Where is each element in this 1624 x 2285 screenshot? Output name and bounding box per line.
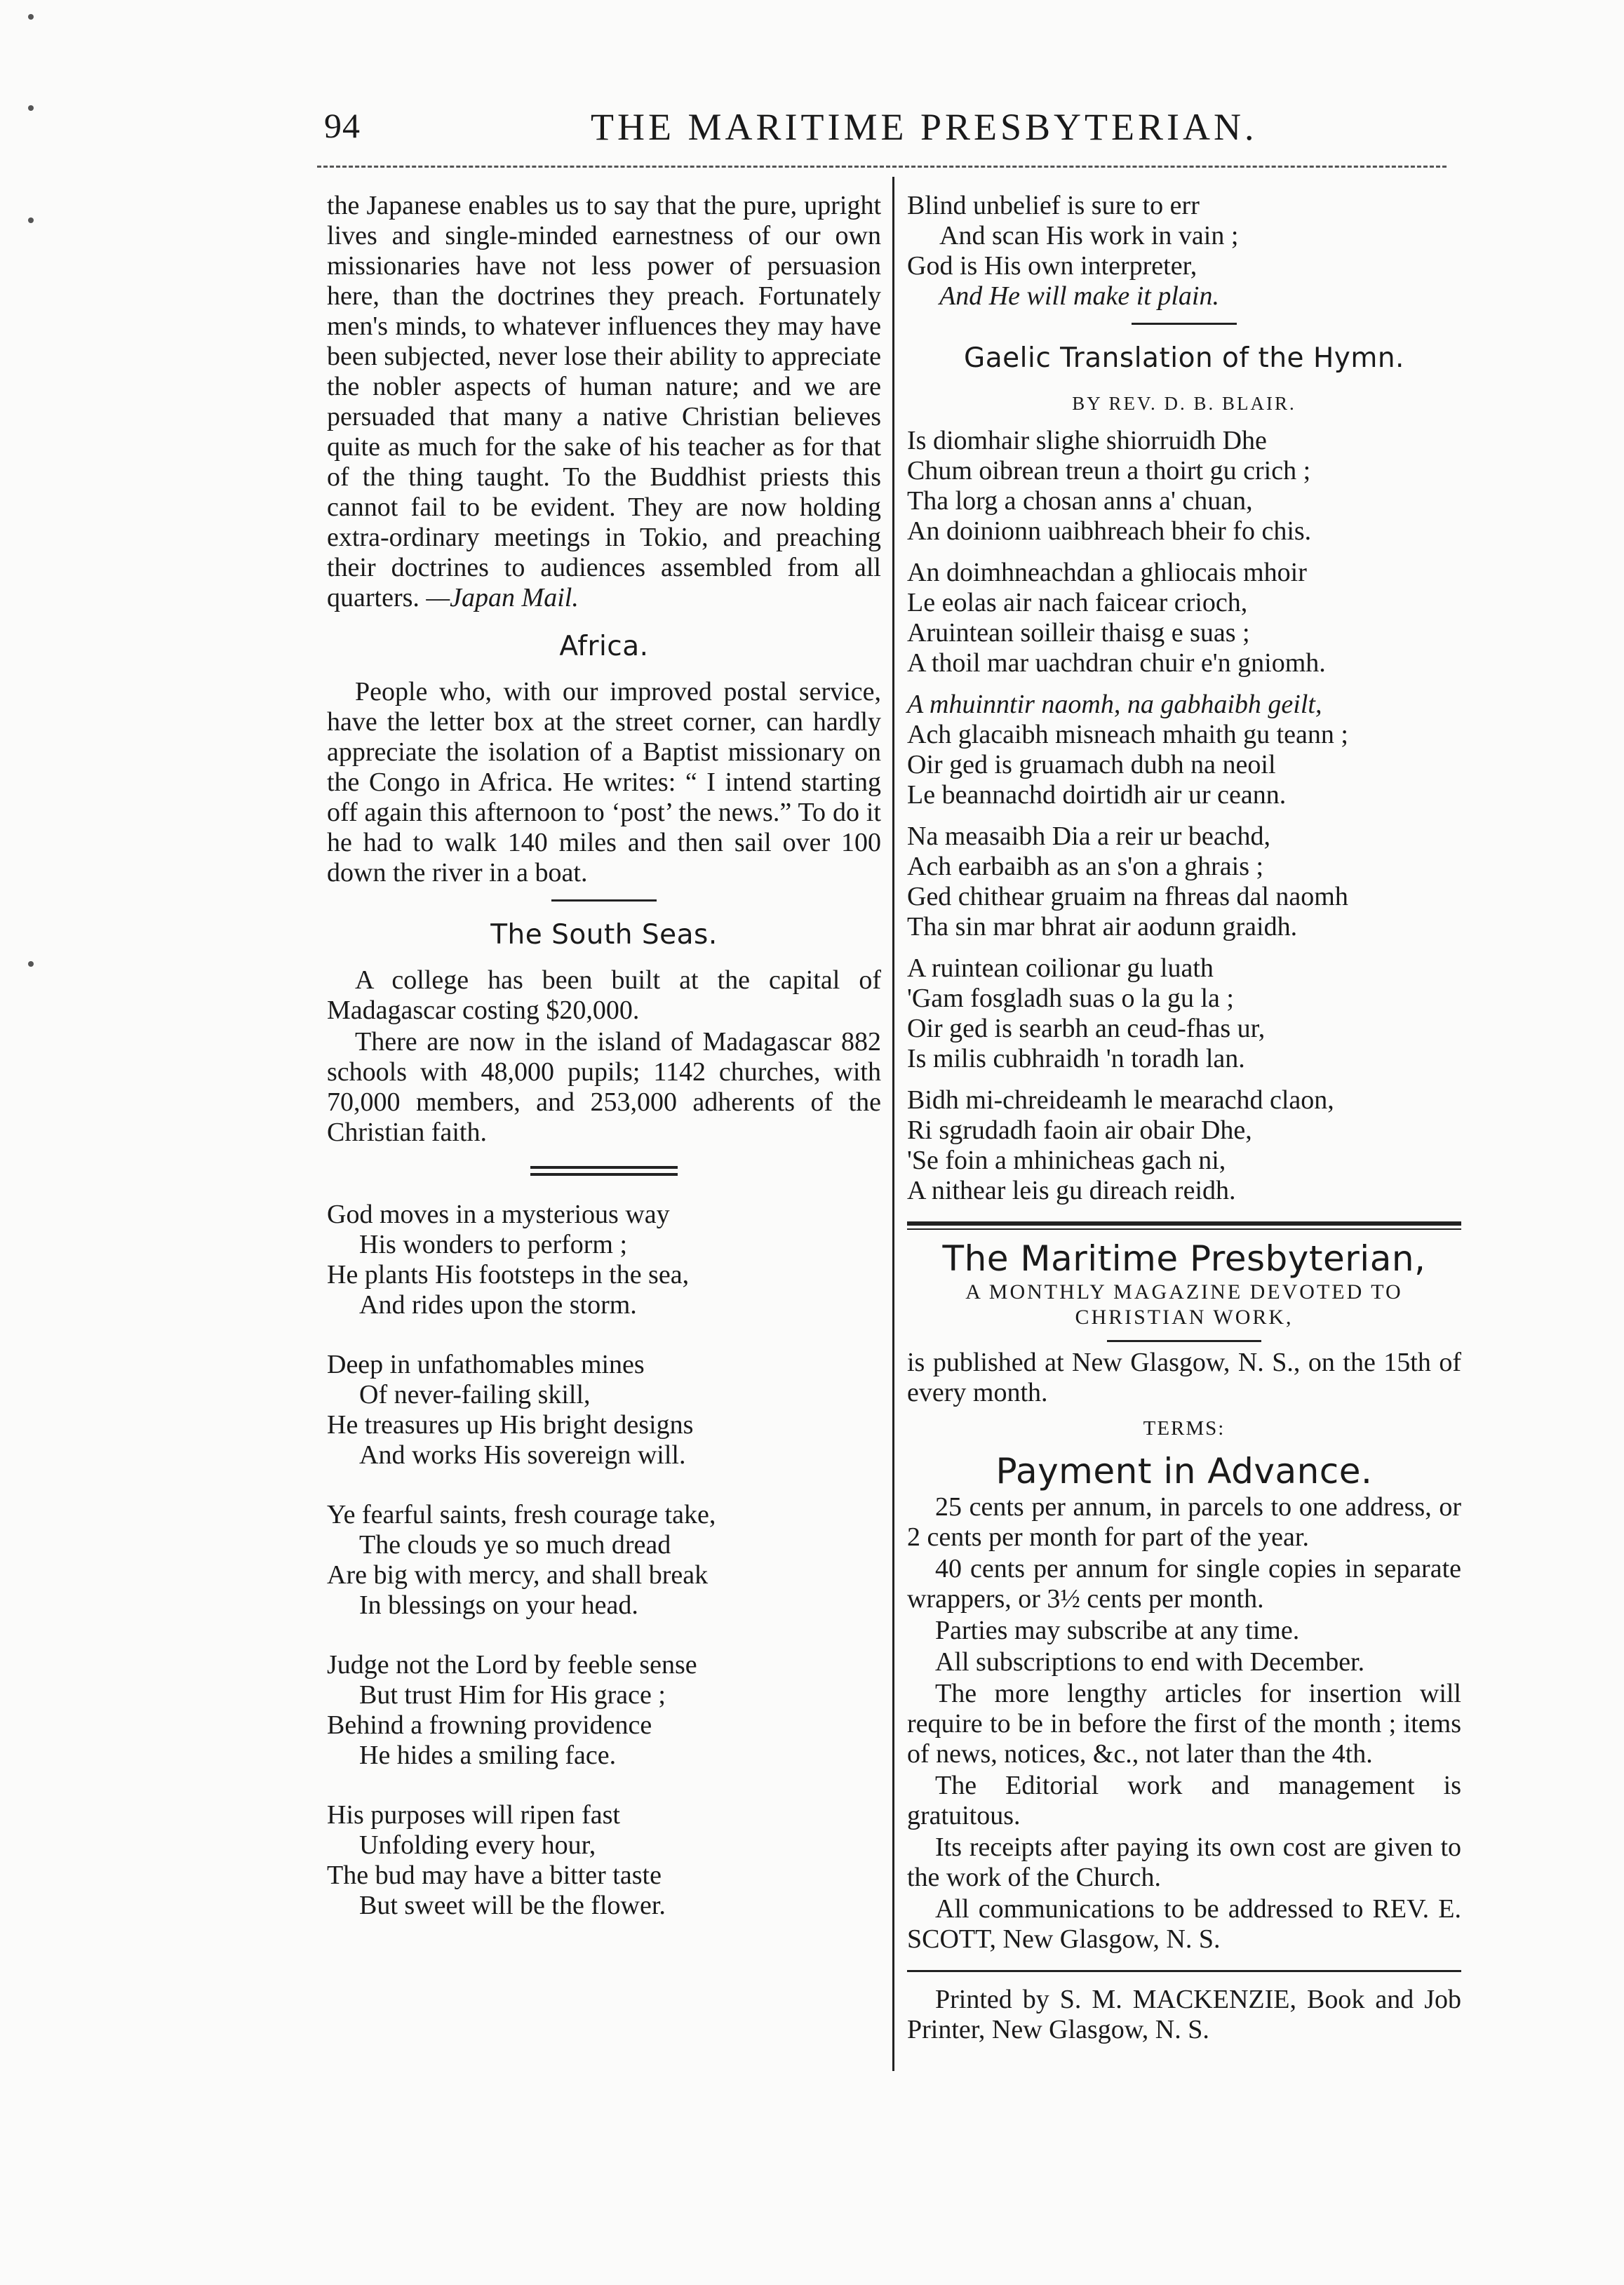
hymn-stanza	[327, 1650, 881, 1771]
masthead	[907, 1238, 1461, 2045]
page-number: 94	[324, 106, 361, 145]
header-rule	[317, 166, 1447, 168]
hymn-line: He hides a smiling face.	[359, 1741, 617, 1770]
gaelic-line: A thoil mar uachdran chuir e'n gniomh.	[907, 648, 1326, 678]
hymn-line: Behind a frowning providence	[327, 1710, 652, 1740]
section-divider	[551, 899, 657, 902]
gaelic-stanza	[907, 558, 1461, 678]
gaelic-line: Tha lorg a chosan anns a' chuan,	[907, 486, 1253, 516]
terms-item: All communications to be addressed to REV. E. SCOTT, New Glasgow, N. S.	[907, 1894, 1461, 1954]
gaelic-line: Ach glacaibh misneach mhaith gu teann ;	[907, 720, 1348, 749]
hymn-line: Ye fearful saints, fresh courage take,	[327, 1500, 716, 1529]
gaelic-heading: Gaelic Translation of the Hymn.	[964, 342, 1404, 374]
hymn-line: And scan His work in vain ;	[939, 221, 1239, 250]
south-seas-paragraph-2: There are now in the island of Madagascar 882 schools with 48,000 pupils; 1142 churches, with 70,000 members, and 253,000 adherents of the Christian faith.	[327, 1027, 881, 1147]
hymn-line: He plants His footsteps in the sea,	[327, 1260, 690, 1289]
gaelic-stanza	[907, 953, 1461, 1074]
masthead-rule	[907, 1221, 1461, 1230]
terms-item: Parties may subscribe at any time.	[935, 1616, 1300, 1645]
right-column	[907, 191, 1461, 2045]
gaelic-line: A nithear leis gu direach reidh.	[907, 1176, 1236, 1205]
hymn-line: In blessings on your head.	[359, 1590, 638, 1620]
gaelic-line: Ri sgrudadh faoin air obair Dhe,	[907, 1115, 1252, 1145]
hymn-final-stanza	[907, 191, 1461, 311]
hymn-line: Of never-failing skill,	[359, 1380, 591, 1409]
hymn-line: God moves in a mysterious way	[327, 1200, 670, 1229]
gaelic-line: Is milis cubhraidh 'n toradh lan.	[907, 1044, 1245, 1073]
gaelic-line: Is diomhair slighe shiorruidh Dhe	[907, 426, 1267, 455]
hymn-line: And He will make it plain.	[939, 281, 1219, 311]
gaelic-stanza	[907, 1085, 1461, 1206]
gaelic-line: An doinionn uaibhreach bheir fo chis.	[907, 516, 1312, 546]
japan-article-paragraph	[327, 191, 881, 613]
margin-mark	[28, 14, 34, 20]
south-seas-heading: The South Seas.	[490, 919, 718, 951]
hymn-line: The bud may have a bitter taste	[327, 1861, 662, 1890]
page-header	[324, 105, 1447, 161]
gaelic-stanza	[907, 690, 1461, 810]
gaelic-line: Ach earbaibh as an s'on a ghrais ;	[907, 852, 1264, 881]
masthead-title: The Maritime Presbyterian,	[942, 1238, 1426, 1279]
margin-mark	[28, 105, 34, 111]
hymn-stanza	[327, 1800, 881, 1921]
hymn-line: His wonders to perform ;	[359, 1230, 628, 1259]
gaelic-line: 'Se foin a mhinicheas gach ni,	[907, 1146, 1226, 1175]
gaelic-line: An doimhneachdan a ghliocais mhoir	[907, 558, 1307, 587]
japan-article-text: the Japanese enables us to say that the pure, upright lives and single-minded earnestness of our own missionaries have not less power of persuasion here, than the doctrines they preach. Fortunately men's minds, to whatever influences they may have been subjected, never lose their ability to appreciate the nobler aspects of human nature; and we are persuaded that many a native Christian believes quite as much for the sake of his teacher as for that of the thing taught. To the Buddhist priests this cannot fail to be evident. They are now holding extra-ordinary meetings in Tokio, and preaching their doctrines to audiences assembled from all quarters.	[327, 191, 881, 612]
hymn-line: Blind unbelief is sure to err	[907, 191, 1200, 220]
gaelic-line: A mhuinntir naomh, na gabhaibh geilt,	[907, 690, 1322, 719]
africa-heading: Africa.	[559, 631, 649, 662]
hymn-line: And rides upon the storm.	[359, 1290, 637, 1320]
gaelic-stanza	[907, 822, 1461, 942]
hymn-line: The clouds ye so much dread	[359, 1530, 671, 1560]
hymn-line: But sweet will be the flower.	[359, 1891, 666, 1920]
hymn-line: He treasures up His bright designs	[327, 1410, 694, 1440]
terms-item: 25 cents per annum, in parcels to one address, or 2 cents per month for part of the year.	[907, 1492, 1461, 1552]
masthead-subtitle: A MONTHLY MAGAZINE DEVOTED TO CHRISTIAN WORK,	[965, 1280, 1403, 1329]
gaelic-line: Chum oibrean treun a thoirt gu crich ;	[907, 456, 1311, 485]
masthead-published: is published at New Glasgow, N. S., on the 15th of every month.	[907, 1348, 1461, 1407]
terms-item: All subscriptions to end with December.	[935, 1647, 1365, 1677]
gaelic-stanza	[907, 426, 1461, 547]
margin-mark	[28, 217, 34, 223]
printer-divider	[907, 1970, 1461, 1972]
gaelic-line: Ged chithear gruaim na fhreas dal naomh	[907, 882, 1348, 911]
printer-notice: Printed by S. M. MACKENZIE, Book and Job Printer, New Glasgow, N. S.	[907, 1985, 1461, 2044]
gaelic-line: Le eolas air nach faicear crioch,	[907, 588, 1248, 617]
hymn-line: Unfolding every hour,	[359, 1830, 596, 1860]
hymn-stanza	[327, 1200, 881, 1320]
margin-mark	[28, 961, 34, 967]
payment-heading: Payment in Advance.	[995, 1451, 1373, 1492]
hymn-line: Judge not the Lord by feeble sense	[327, 1650, 697, 1680]
gaelic-line: Oir ged is searbh an ceud-fhas ur,	[907, 1014, 1266, 1043]
gaelic-hymn	[907, 426, 1461, 1206]
hymn-english	[327, 1200, 881, 1921]
gaelic-line: A ruintean coilionar gu luath	[907, 953, 1214, 983]
hymn-divider	[530, 1166, 678, 1176]
masthead-divider	[1107, 1340, 1261, 1342]
left-column	[327, 191, 881, 1950]
hymn-line: God is His own interpreter,	[907, 251, 1197, 281]
hymn-line: His purposes will ripen fast	[327, 1800, 620, 1830]
gaelic-line: Aruintean soilleir thaisg e suas ;	[907, 618, 1250, 648]
hymn-line: Deep in unfathomables mines	[327, 1350, 645, 1379]
hymn-stanza	[327, 1350, 881, 1470]
hymn-line: And works His sovereign will.	[359, 1440, 686, 1470]
section-divider	[1132, 323, 1237, 325]
gaelic-line: Na measaibh Dia a reir ur beachd,	[907, 822, 1271, 851]
gaelic-line: Le beannachd doirtidh air ur ceann.	[907, 780, 1287, 810]
africa-paragraph: People who, with our improved postal service, have the letter box at the street corner, can hardly appreciate the isolation of a Baptist missionary on the Congo in Africa. He writes: “ I intend starting off again this afternoon to ‘post’ the news.” To do it he had to walk 140 miles and then sail over 100 down the river in a boat.	[327, 677, 881, 887]
hymn-line: Are big with mercy, and shall break	[327, 1560, 709, 1590]
hymn-stanza	[327, 1500, 881, 1621]
hymn-line: But trust Him for His grace ;	[359, 1680, 666, 1710]
terms-label: TERMS:	[1143, 1417, 1226, 1440]
gaelic-line: Bidh mi-chreideamh le mearachd claon,	[907, 1085, 1334, 1115]
terms-item: 40 cents per annum for single copies in separate wrappers, or 3½ cents per month.	[907, 1554, 1461, 1614]
terms-item: The more lengthy articles for insertion will require to be in before the first of the month ; items of news, notices, &c., not later than the 4th.	[907, 1679, 1461, 1769]
gaelic-line: 'Gam fosgladh suas o la gu la ;	[907, 984, 1234, 1013]
page-title: THE MARITIME PRESBYTERIAN.	[591, 106, 1258, 148]
gaelic-line: Tha sin mar bhrat air aodunn graidh.	[907, 912, 1298, 942]
terms-item: Its receipts after paying its own cost are given to the work of the Church.	[907, 1832, 1461, 1892]
japan-attribution: —Japan Mail.	[426, 583, 579, 612]
south-seas-paragraph-1: A college has been built at the capital of Madagascar costing $20,000.	[327, 965, 881, 1025]
terms-item: The Editorial work and management is gratuitous.	[907, 1771, 1461, 1830]
gaelic-byline: BY REV. D. B. BLAIR.	[1072, 393, 1296, 414]
column-rule	[892, 177, 894, 2071]
gaelic-line: Oir ged is gruamach dubh na neoil	[907, 750, 1276, 779]
